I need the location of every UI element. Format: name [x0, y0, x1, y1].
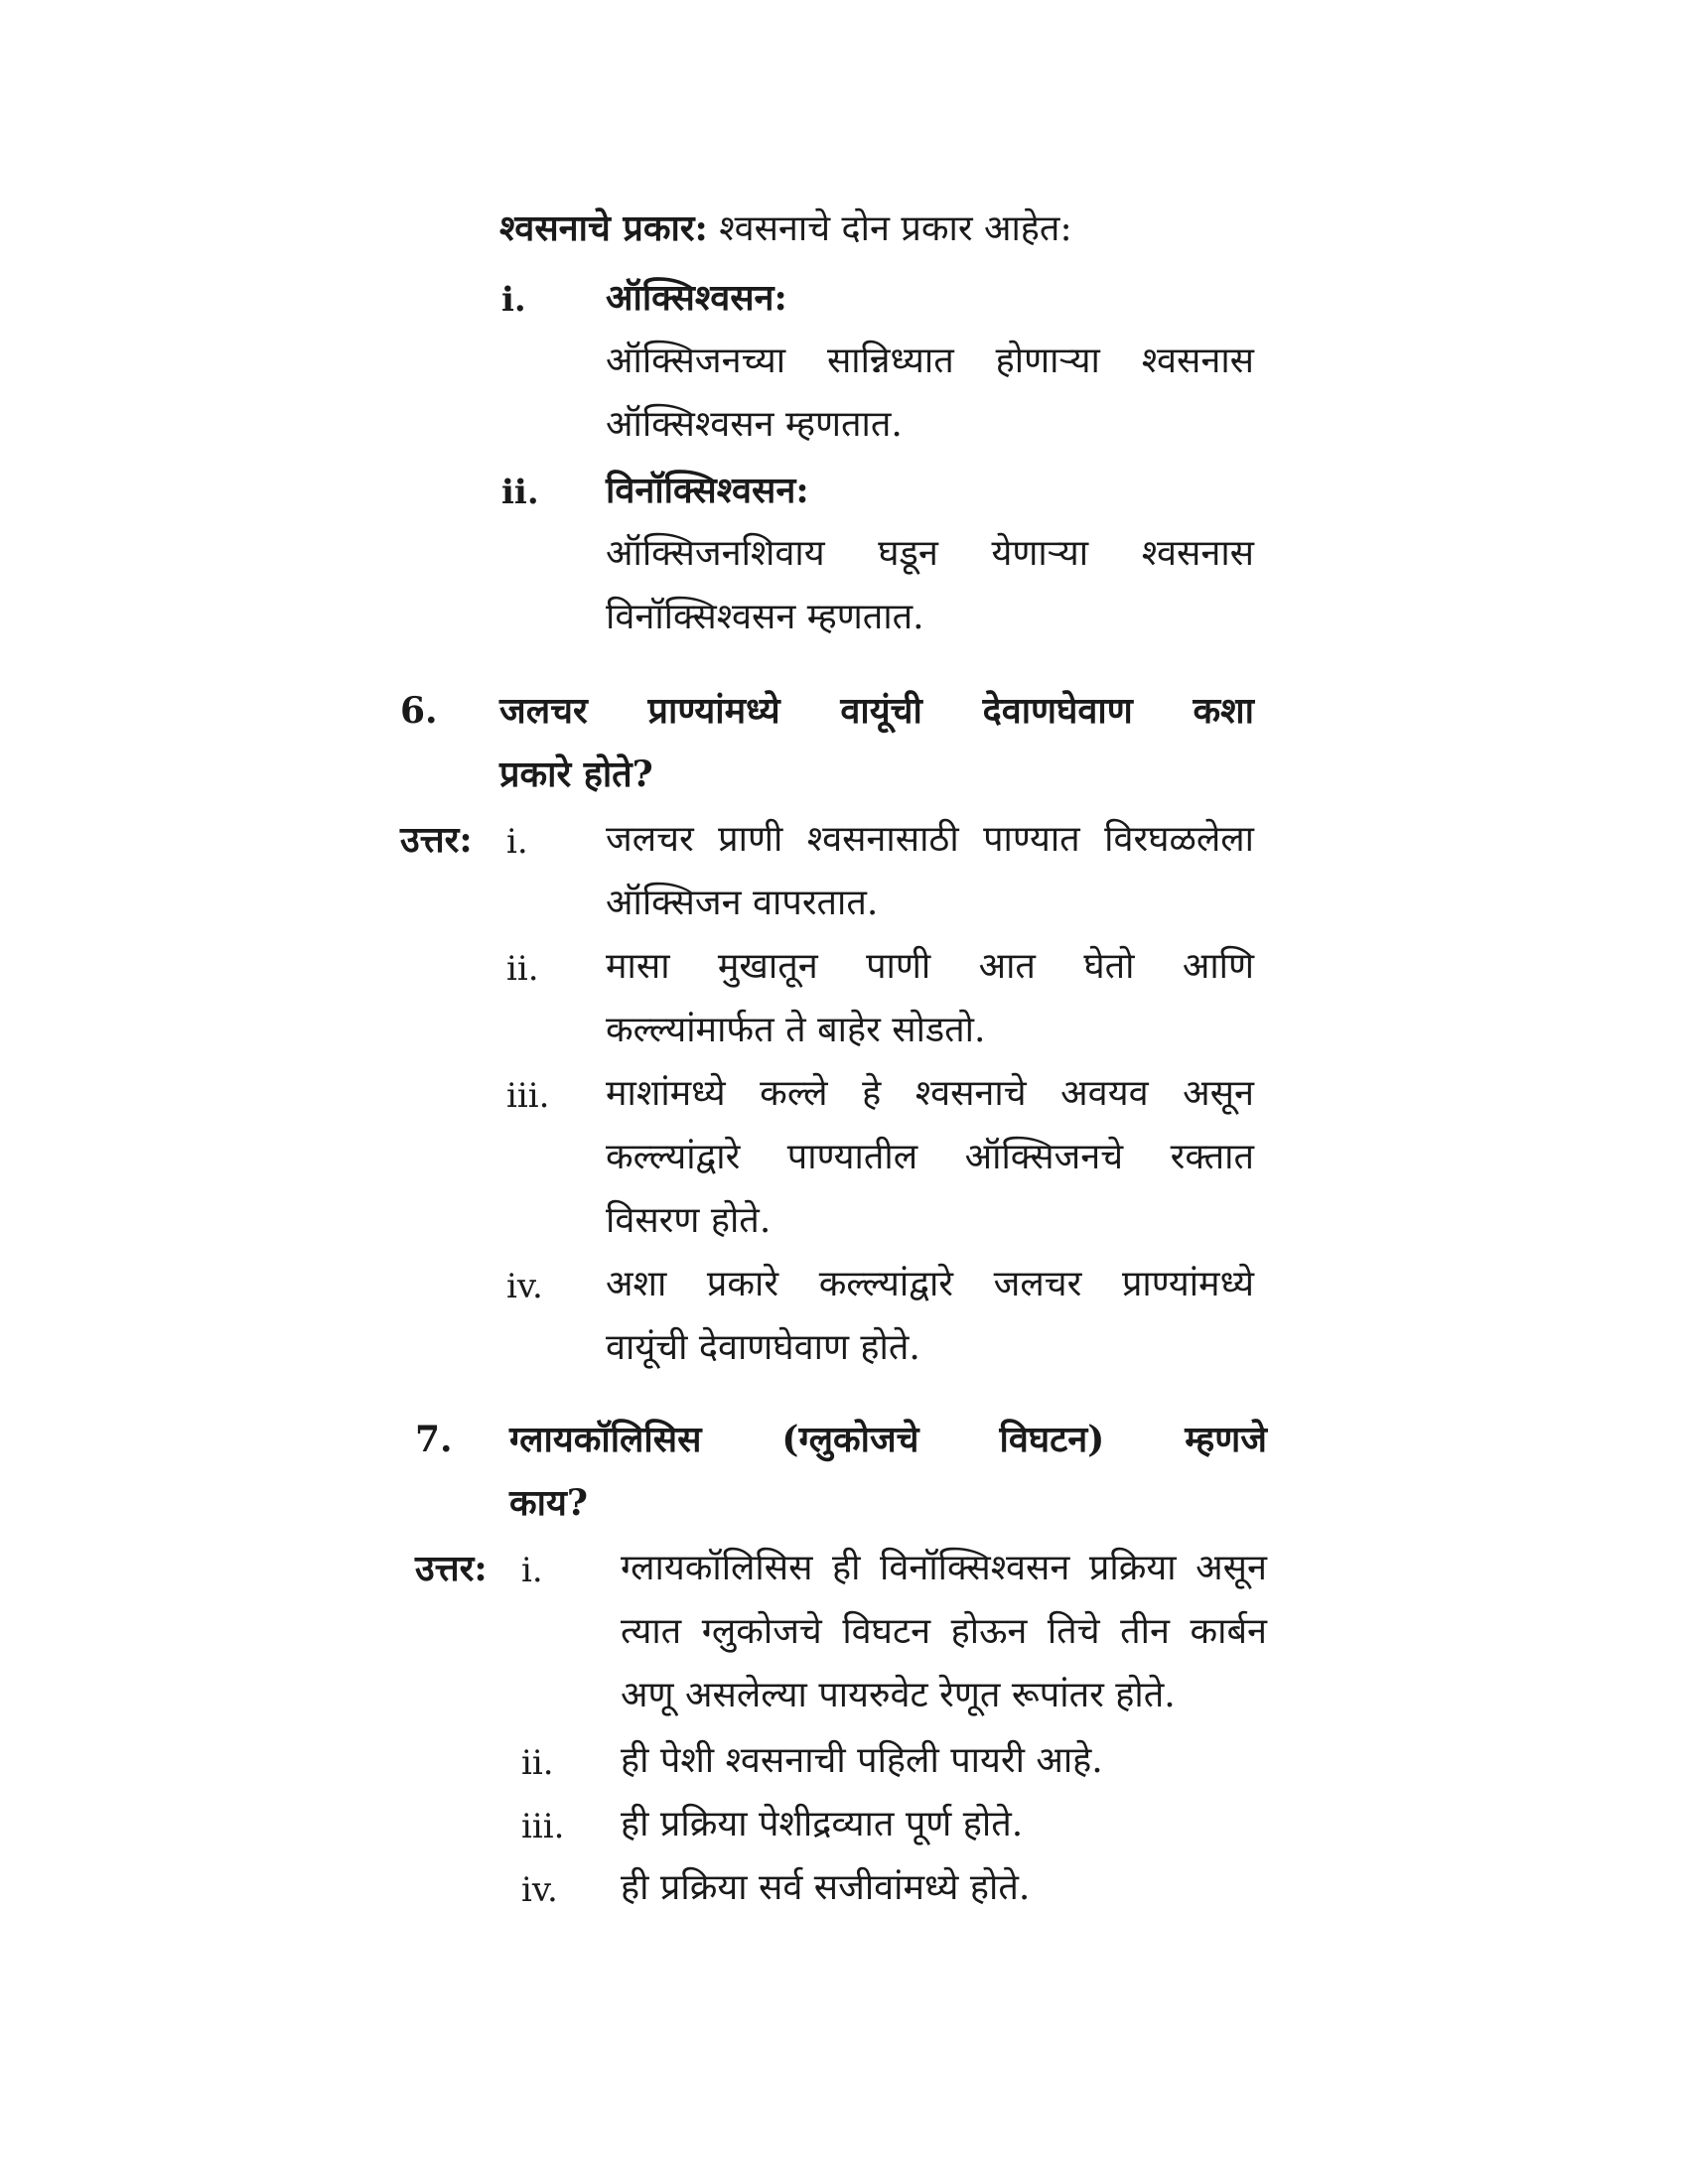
type-item-line: ऑक्सिश्वसन म्हणतात.	[606, 404, 903, 445]
answer-line: त्यात ग्लुकोजचे विघटन होऊन तिचे तीन कार्बन	[621, 1611, 1267, 1652]
answer-line: कल्ल्यांद्वारे पाण्यातील ऑक्सिजनचे रक्तात	[606, 1137, 1254, 1177]
answer-line: ग्लायकॉलिसिस ही विनॉक्सिश्वसन प्रक्रिया असून	[621, 1548, 1267, 1588]
answer-line: ही प्रक्रिया सर्व सजीवांमध्ये होते.	[621, 1867, 1031, 1908]
answer-number: i.	[506, 822, 528, 862]
answer-line: माशांमध्ये कल्ले हे श्वसनाचे अवयव असून	[606, 1073, 1254, 1114]
type-item-line: विनॉक्सिश्वसन म्हणतात.	[606, 597, 924, 637]
answer-number: iii.	[506, 1076, 550, 1116]
types-heading-bold: श्वसनाचे प्रकार:	[499, 207, 708, 249]
type-item-number: ii.	[501, 473, 539, 512]
answer-label: उत्तर:	[400, 819, 473, 861]
answer-line: ही पेशी श्वसनाची पहिली पायरी आहे.	[621, 1740, 1103, 1781]
answer-line: जलचर प्राणी श्वसनासाठी पाण्यात विरघळलेला	[606, 819, 1254, 860]
answer-number: i.	[521, 1551, 543, 1590]
answer-line: कल्ल्यांमार्फत ते बाहेर सोडतो.	[606, 1010, 986, 1050]
type-item-line: ऑक्सिजनशिवाय घडून येणाऱ्या श्वसनास	[606, 533, 1254, 574]
answer-label: उत्तर:	[415, 1548, 488, 1589]
answer-number: ii.	[506, 949, 539, 989]
answer-line: मासा मुखातून पाणी आत घेतो आणि	[606, 946, 1254, 987]
type-item-number: i.	[501, 280, 526, 320]
answer-line: अणू असलेल्या पायरुवेट रेणूत रूपांतर होते.	[621, 1675, 1176, 1715]
answer-number: iv.	[521, 1870, 558, 1910]
types-heading-text: श्वसनाचे दोन प्रकार आहेत:	[707, 208, 1072, 249]
type-item-title: विनॉक्सिश्वसन:	[606, 470, 809, 511]
question-number: 7.	[415, 1419, 453, 1460]
question-text: जलचर प्राण्यांमध्ये वायूंची देवाणघेवाण कशा	[499, 690, 1254, 732]
question-number: 6.	[400, 690, 438, 732]
types-heading	[499, 203, 1072, 255]
answer-number: iii.	[521, 1807, 565, 1846]
answer-line: ही प्रक्रिया पेशीद्रव्यात पूर्ण होते.	[621, 1804, 1024, 1844]
answer-number: ii.	[521, 1743, 554, 1783]
answer-line: वायूंची देवाणघेवाण होते.	[606, 1327, 920, 1368]
question-text: ग्लायकॉलिसिस (ग्लुकोजचे विघटन) म्हणजे	[509, 1419, 1267, 1460]
answer-number: iv.	[506, 1267, 543, 1306]
answer-line: ऑक्सिजन वापरतात.	[606, 883, 879, 923]
question-text: काय?	[509, 1482, 588, 1524]
type-item-title: ऑक्सिश्वसन:	[606, 277, 787, 319]
answer-line: विसरण होते.	[606, 1200, 772, 1241]
answer-line: अशा प्रकारे कल्ल्यांद्वारे जलचर प्राण्यांमध्ये	[606, 1264, 1254, 1304]
type-item-line: ऑक्सिजनच्या सान्निध्यात होणाऱ्या श्वसनास	[606, 341, 1254, 381]
question-text: प्रकारे होते?	[499, 753, 653, 795]
